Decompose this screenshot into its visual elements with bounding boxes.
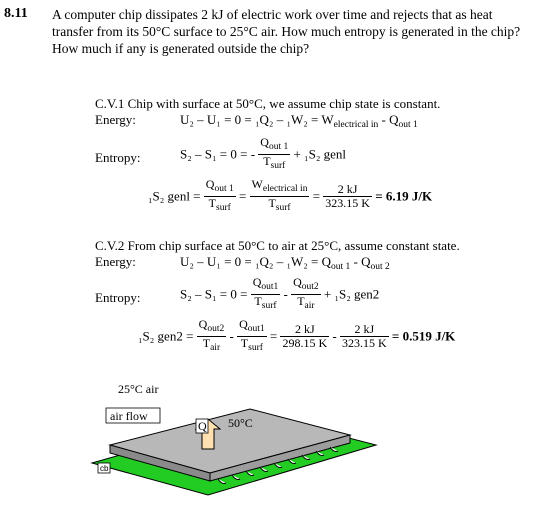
cv2-result: = 0.519 J/K [391,328,456,344]
cv1-generation-equation: ₁S₂ genl = $\frac{Q_{out 1}}{T_{surf}}$ = $\frac{W_{electrical in}}{T_{surf}}$ = $\frac{2 kJ}{323.15 K}$ = 6.19 J/K [148,177,433,213]
cv2-entropy-label: Entropy: [95,290,141,305]
cv2-heading: C.V.2 From chip surface at 50°C to air at 25°C, assume constant state. [95,238,460,253]
cv2-entropy-equation: S₂ – S₁ = 0 = $\frac{Q_{out1}}{T_{surf}}$ - $\frac{Q_{out2}}{T_{air}}$ + ₁S₂ gen2 [180,275,380,311]
air-temp-label: 25°C air [118,382,159,396]
cv1-heading: C.V.1 Chip with surface at 50°C, we assume chip state is constant. [95,96,441,111]
problem-statement: A computer chip dissipates 2 kJ of electric work over time and rejects that as heat transfer from its 50°C surface to 25°C air. How much entropy is generated in the chip? How much if any is generated outside the chip? [52,7,521,56]
airflow-label: air flow [110,409,148,423]
cv2-generation-equation: ₁S₂ gen2 = $\frac{Q_{out2}}{T_{air}}$ - $\frac{Q_{out1}}{T_{surf}}$ = $\frac{2 kJ}{298.15 K}$ - $\frac{2 kJ}{323.15 K}$ = 0.519 J/K [138,317,456,353]
cv1-energy-label: Energy: [95,112,136,127]
cv1-entropy-label: Entropy: [95,150,141,165]
cv1-result: = 6.19 J/K [375,188,433,204]
cv1-energy-equation: $U_2 - U_1 = 0 = _1Q_2 - _1W_2 = W_{electrical in} - Q_{out 1}$ [180,112,418,130]
problem-number: 8.11 [4,6,28,21]
board-label: cb [100,464,109,473]
cv1-entropy-equation: S₂ – S₁ = 0 = - $\frac{Q_{out 1}}{T_{surf}}$ + ₁S₂ genl [180,135,346,171]
cv2-energy-label: Energy: [95,254,136,269]
cv2-energy-equation: $U_2 - U_1 = 0 = _1Q_2 - _1W_2 = Q_{out 1} - Q_{out 2}$ [180,254,390,272]
q-label: Q [198,419,207,433]
surface-temp-label: 50°C [228,416,253,430]
chip-diagram [90,375,380,505]
